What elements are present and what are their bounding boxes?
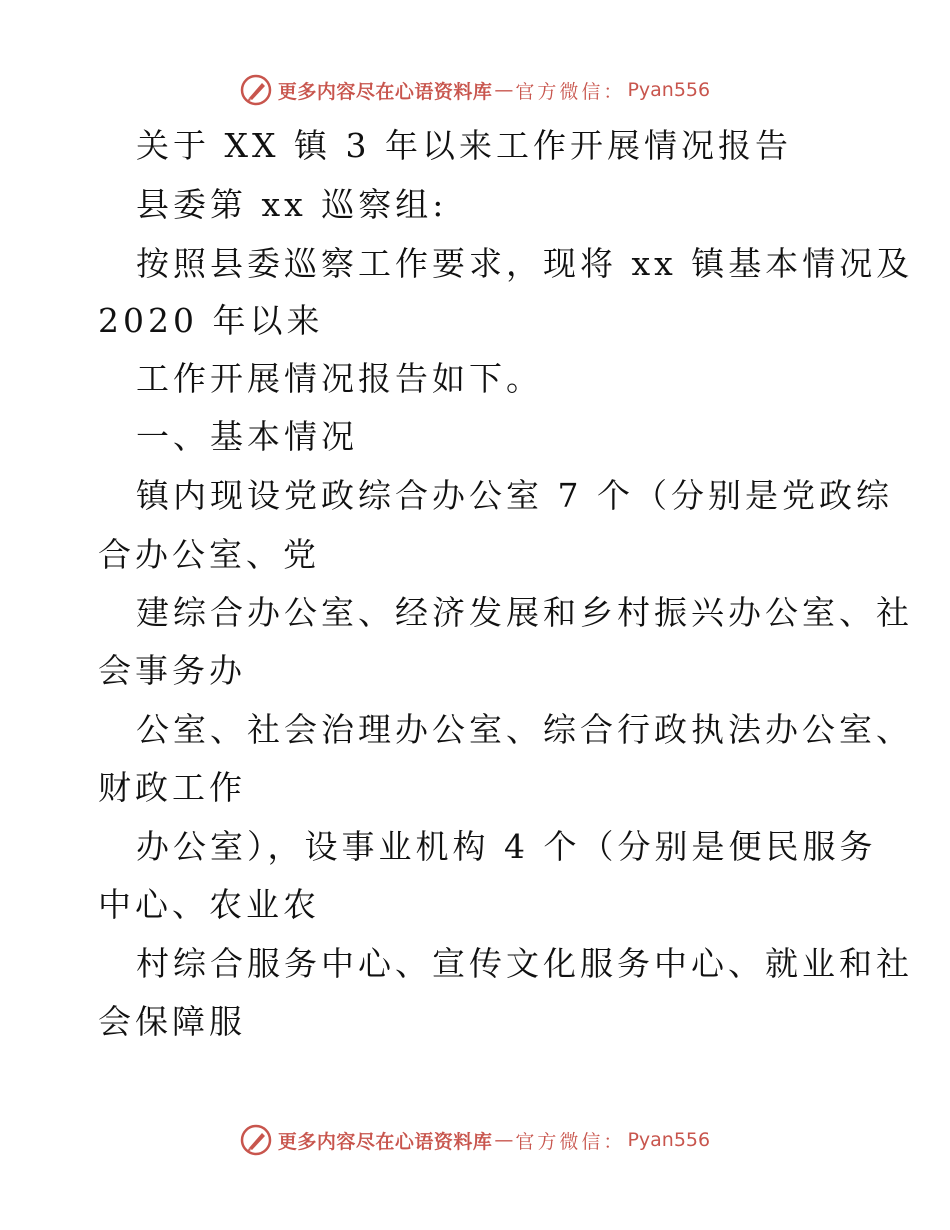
footer-watermark xyxy=(0,1122,950,1158)
paragraph-line: 财政工作 xyxy=(98,768,246,807)
watermark-wechat-id: Pyan556 xyxy=(627,1129,711,1151)
paragraph-line: 办公室），设事业机构 4 个（分别是便民服务 xyxy=(136,827,877,866)
paragraph-line: 会事务办 xyxy=(98,651,246,690)
paragraph-line: 公室、社会治理办公室、综合行政执法办公室、 xyxy=(136,710,913,749)
document-title: 关于 XX 镇 3 年以来工作开展情况报告 xyxy=(136,126,792,165)
watermark-text: 更多内容尽在心语资料库 xyxy=(277,1130,493,1153)
document-addressee: 县委第 xx 巡察组: xyxy=(136,185,448,224)
watermark-wechat-id: Pyan556 xyxy=(627,79,711,101)
watermark-dash: — xyxy=(494,79,514,101)
header-watermark xyxy=(0,72,950,108)
paragraph-line: 2020 年以来 xyxy=(98,301,324,340)
watermark-official-label: 官方微信： xyxy=(515,1130,626,1153)
paragraph-line: 工作开展情况报告如下。 xyxy=(136,359,543,398)
watermark-official-label: 官方微信： xyxy=(515,80,626,103)
pen-logo-icon xyxy=(240,1124,272,1156)
paragraph-line: 按照县委巡察工作要求，现将 xx 镇基本情况及 xyxy=(136,244,914,283)
section-heading: 一、基本情况 xyxy=(136,417,358,456)
watermark-text: 更多内容尽在心语资料库 xyxy=(277,80,493,103)
watermark-dash: — xyxy=(494,1129,514,1151)
paragraph-line: 会保障服 xyxy=(98,1002,246,1041)
paragraph-line: 中心、农业农 xyxy=(98,885,320,924)
paragraph-line: 建综合办公室、经济发展和乡村振兴办公室、社 xyxy=(136,593,913,632)
paragraph-line: 村综合服务中心、宣传文化服务中心、就业和社 xyxy=(136,944,913,983)
paragraph-line: 合办公室、党 xyxy=(98,535,320,574)
paragraph-line: 镇内现设党政综合办公室 7 个（分别是党政综 xyxy=(136,476,893,515)
pen-logo-icon xyxy=(240,74,272,106)
